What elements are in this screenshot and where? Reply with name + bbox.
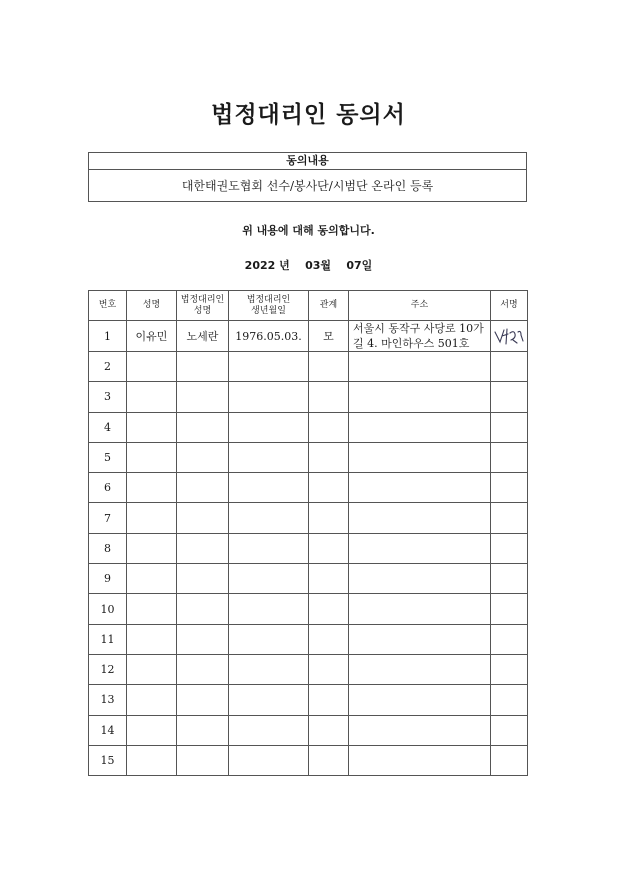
cell-guardian-birth <box>229 685 309 715</box>
header-name: 성명 <box>127 291 177 321</box>
cell-guardian-birth <box>229 594 309 624</box>
cell-number: 10 <box>89 594 127 624</box>
date-year-unit: 년 <box>279 259 290 272</box>
cell-number: 8 <box>89 533 127 563</box>
cell-relation: 모 <box>309 321 349 352</box>
cell-number: 11 <box>89 624 127 654</box>
cell-name <box>127 594 177 624</box>
cell-signature <box>491 473 528 503</box>
cell-address <box>349 715 491 745</box>
cell-address <box>349 382 491 412</box>
cell-signature <box>491 594 528 624</box>
header-guardian-name: 법정대리인 성명 <box>177 291 229 321</box>
cell-name <box>127 685 177 715</box>
cell-signature <box>491 685 528 715</box>
cell-guardian-birth: 1976.05.03. <box>229 321 309 352</box>
cell-address <box>349 624 491 654</box>
cell-name <box>127 382 177 412</box>
cell-guardian-name <box>177 594 229 624</box>
table-row <box>89 685 528 715</box>
cell-signature <box>491 624 528 654</box>
table-row <box>89 382 528 412</box>
consent-box <box>88 152 527 202</box>
cell-number: 4 <box>89 412 127 442</box>
cell-address <box>349 352 491 382</box>
cell-guardian-name <box>177 715 229 745</box>
cell-signature <box>491 564 528 594</box>
cell-guardian-birth <box>229 442 309 472</box>
table-row <box>89 503 528 533</box>
cell-number: 14 <box>89 715 127 745</box>
cell-signature <box>491 654 528 684</box>
date-line <box>0 257 617 273</box>
header-address: 주소 <box>349 291 491 321</box>
cell-number: 9 <box>89 564 127 594</box>
guardian-table <box>88 290 528 776</box>
cell-relation <box>309 473 349 503</box>
cell-guardian-birth <box>229 624 309 654</box>
cell-guardian-name <box>177 685 229 715</box>
cell-name <box>127 654 177 684</box>
cell-relation <box>309 685 349 715</box>
cell-relation <box>309 412 349 442</box>
date-month: 03월 <box>305 259 332 272</box>
address-line-2: 길 4. 마인하우스 501호 <box>353 337 470 350</box>
cell-guardian-birth <box>229 745 309 775</box>
table-row <box>89 654 528 684</box>
table-row <box>89 745 528 775</box>
table-row <box>89 321 528 352</box>
cell-signature <box>491 533 528 563</box>
cell-address <box>349 503 491 533</box>
cell-name <box>127 564 177 594</box>
cell-address <box>349 321 491 352</box>
cell-number: 5 <box>89 442 127 472</box>
cell-signature <box>491 745 528 775</box>
cell-number: 6 <box>89 473 127 503</box>
date-day: 07일 <box>346 259 373 272</box>
consent-body: 대한태권도협회 선수/봉사단/시범단 온라인 등록 <box>181 179 434 193</box>
cell-address <box>349 533 491 563</box>
cell-relation <box>309 594 349 624</box>
cell-guardian-name <box>177 533 229 563</box>
cell-address <box>349 745 491 775</box>
cell-guardian-birth <box>229 503 309 533</box>
header-relation: 관계 <box>309 291 349 321</box>
cell-guardian-birth <box>229 654 309 684</box>
cell-name <box>127 352 177 382</box>
cell-address <box>349 685 491 715</box>
cell-relation <box>309 352 349 382</box>
cell-name <box>127 745 177 775</box>
cell-guardian-name <box>177 654 229 684</box>
cell-number: 13 <box>89 685 127 715</box>
cell-relation <box>309 533 349 563</box>
cell-relation <box>309 715 349 745</box>
cell-number: 3 <box>89 382 127 412</box>
cell-guardian-name <box>177 745 229 775</box>
cell-guardian-name: 노세란 <box>177 321 229 352</box>
cell-guardian-birth <box>229 412 309 442</box>
cell-number: 12 <box>89 654 127 684</box>
signature-image <box>492 324 526 348</box>
cell-name: 이유민 <box>127 321 177 352</box>
header-number: 번호 <box>89 291 127 321</box>
cell-guardian-birth <box>229 473 309 503</box>
table-row <box>89 412 528 442</box>
address-line-1: 서울시 동작구 사당로 10가 <box>353 322 484 335</box>
cell-signature <box>491 715 528 745</box>
date-year: 2022 <box>244 259 276 272</box>
table-header-row <box>89 291 528 321</box>
cell-relation <box>309 654 349 684</box>
cell-guardian-birth <box>229 564 309 594</box>
cell-name <box>127 412 177 442</box>
cell-signature <box>491 412 528 442</box>
cell-signature <box>491 503 528 533</box>
header-guardian-birth: 법정대리인 생년월일 <box>229 291 309 321</box>
cell-name <box>127 533 177 563</box>
table-row <box>89 594 528 624</box>
cell-address <box>349 442 491 472</box>
cell-name <box>127 503 177 533</box>
cell-guardian-birth <box>229 715 309 745</box>
cell-guardian-birth <box>229 352 309 382</box>
table-row <box>89 564 528 594</box>
cell-address <box>349 473 491 503</box>
cell-address <box>349 654 491 684</box>
cell-guardian-name <box>177 624 229 654</box>
cell-guardian-name <box>177 442 229 472</box>
cell-signature <box>491 442 528 472</box>
cell-relation <box>309 564 349 594</box>
cell-relation <box>309 745 349 775</box>
agree-statement: 위 내용에 대해 동의합니다. <box>242 224 375 237</box>
table-row <box>89 352 528 382</box>
cell-number: 15 <box>89 745 127 775</box>
cell-address <box>349 594 491 624</box>
cell-guardian-birth <box>229 382 309 412</box>
table-row <box>89 473 528 503</box>
cell-guardian-name <box>177 473 229 503</box>
cell-guardian-name <box>177 564 229 594</box>
cell-name <box>127 715 177 745</box>
consent-header: 동의내용 <box>89 153 526 170</box>
cell-number: 7 <box>89 503 127 533</box>
cell-relation <box>309 442 349 472</box>
cell-name <box>127 473 177 503</box>
cell-guardian-name <box>177 382 229 412</box>
document-title: 법정대리인 동의서 <box>211 102 406 128</box>
cell-signature <box>491 352 528 382</box>
cell-guardian-name <box>177 412 229 442</box>
cell-guardian-birth <box>229 533 309 563</box>
cell-guardian-name <box>177 352 229 382</box>
cell-signature <box>491 382 528 412</box>
table-row <box>89 624 528 654</box>
cell-relation <box>309 382 349 412</box>
cell-address <box>349 412 491 442</box>
table-row <box>89 533 528 563</box>
cell-name <box>127 442 177 472</box>
cell-guardian-name <box>177 503 229 533</box>
cell-number: 2 <box>89 352 127 382</box>
header-signature: 서명 <box>491 291 528 321</box>
cell-address <box>349 564 491 594</box>
cell-signature <box>491 321 528 352</box>
cell-number: 1 <box>89 321 127 352</box>
cell-name <box>127 624 177 654</box>
cell-relation <box>309 503 349 533</box>
table-row <box>89 442 528 472</box>
cell-relation <box>309 624 349 654</box>
table-row <box>89 715 528 745</box>
